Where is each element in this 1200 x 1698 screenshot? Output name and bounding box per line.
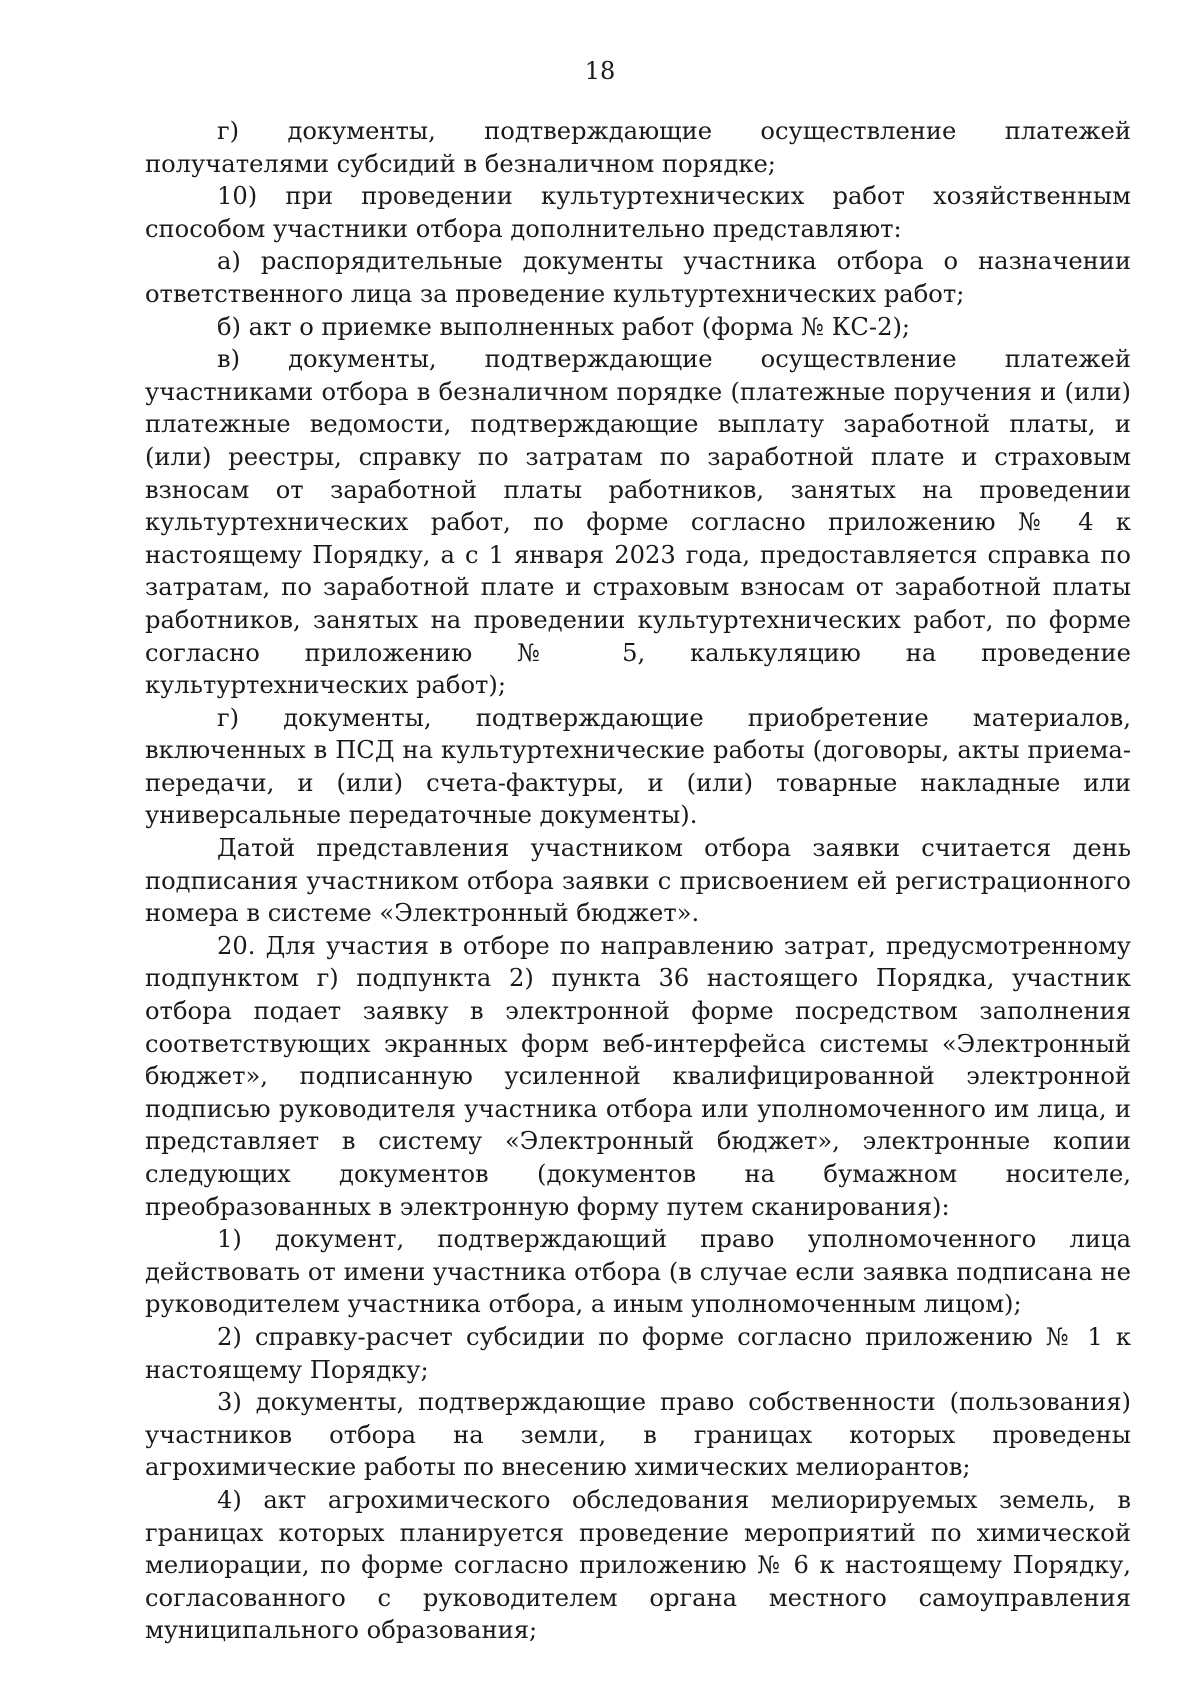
document-body [145, 115, 1131, 1647]
page-number: 18 [584, 57, 616, 85]
paragraph-item-20-1: 1) документ, подтверждающий право уполномоченного лица действовать от имени участника отбора (в случае если заявка подписана не руководителем участника отбора, а иным уполномоченным лицом); [145, 1225, 1131, 1319]
paragraph-item-10v: в) документы, подтверждающие осуществление платежей участниками отбора в безналичном порядке (платежные поручения и (или) платежные ведомости, подтверждающие выплату заработной платы, и (или) реестры, справку по затратам по заработной плате и страховым взносам от заработной платы работников, занятых на проведении культуртехнических работ, по форме согласно приложению № 4 к настоящему Порядку, а с 1 января 2023 года, предоставляется справка по затратам, по заработной плате и страховым взносам от заработной платы работников, занятых на проведении культуртехнических работ, по форме согласно приложению № 5, калькуляцию на проведение культуртехнических работ); [145, 345, 1131, 700]
paragraph-item-20: 20. Для участия в отборе по направлению затрат, предусмотренному подпунктом г) подпункта 2) пункта 36 настоящего Порядка, участник отбора подает заявку в электронной форме посредством заполнения соответствующих экранных форм веб-интерфейса системы «Электронный бюджет», подписанную усиленной квалифицированной электронной подписью руководителя участника отбора или уполномоченного им лица, и представляет в систему «Электронный бюджет», электронные копии следующих документов (документов на бумажном носителе, преобразованных в электронную форму путем сканирования): [145, 931, 1131, 1221]
paragraph-item-10g: г) документы, подтверждающие приобретение материалов, включенных в ПСД на культуртехнические работы (договоры, акты приема-передачи, и (или) счета-фактуры, и (или) товарные накладные или универсальные передаточные документы). [145, 703, 1131, 830]
paragraph-item-20-2: 2) справку-расчет субсидии по форме согласно приложению № 1 к настоящему Порядку; [145, 1322, 1131, 1384]
paragraph-item-10a: а) распорядительные документы участника отбора о назначении ответственного лица за проведение культуртехнических работ; [145, 247, 1131, 308]
paragraph-item-10b: б) акт о приемке выполненных работ (форма № КС-2); [217, 312, 911, 341]
paragraph-item-20-4: 4) акт агрохимического обследования мелиорируемых земель, в границах которых планируется проведение мероприятий по химической мелиорации, по форме согласно приложению № 6 к настоящему Порядку, согласованного с руководителем органа местного самоуправления муниципального образования; [145, 1485, 1131, 1645]
paragraph-item-20-3: 3) документы, подтверждающие право собственности (пользования) участников отбора на земли, в границах которых проведены агрохимические работы по внесению химических мелиорантов; [145, 1388, 1131, 1482]
paragraph-item-10: 10) при проведении культуртехнических работ хозяйственным способом участники отбора дополнительно представляют: [145, 182, 1131, 243]
paragraph-payments-recipients: г) документы, подтверждающие осуществление платежей получателями субсидий в безналичном порядке; [145, 117, 1131, 178]
paragraph-submission-date: Датой представления участником отбора заявки считается день подписания участником отбора заявки с присвоением ей регистрационного номера в системе «Электронный бюджет». [145, 834, 1131, 928]
